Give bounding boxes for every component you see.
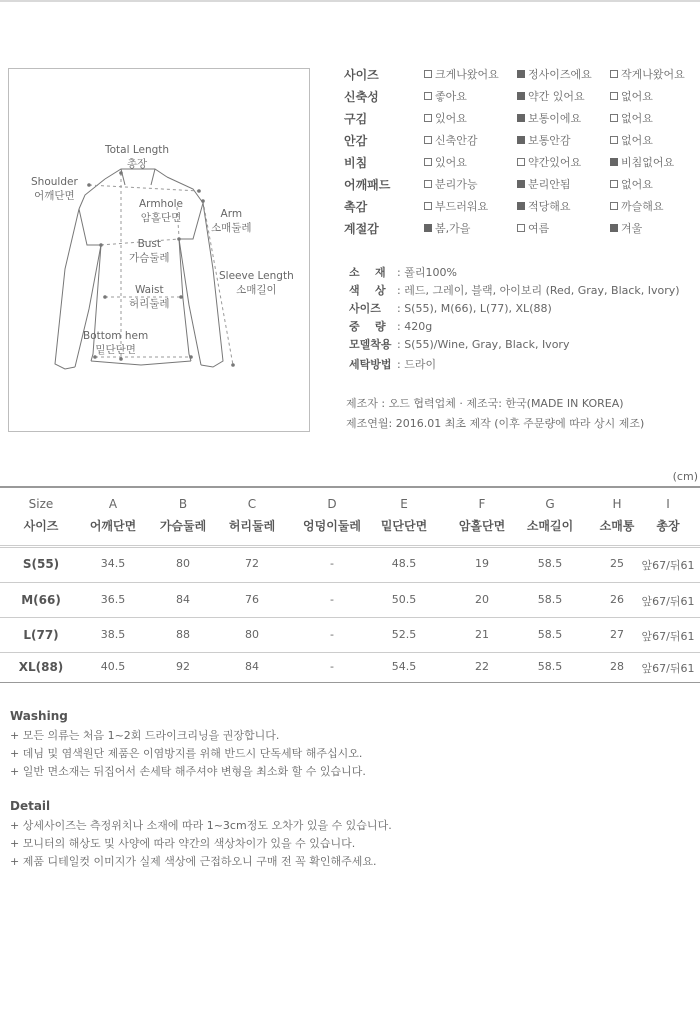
unchecked-box-icon [517,224,525,232]
attribute-option-label: 있어요 [435,112,467,125]
attribute-option-label: 정사이즈에요 [528,68,592,81]
spec-key: 색 상 [349,284,386,297]
column-header-code: C [247,497,257,511]
unchecked-box-icon [610,114,618,122]
attribute-option [424,66,499,82]
spec-value: : 420g [397,320,433,333]
table-cell: 34.5 [100,557,126,570]
table-cell: 36.5 [100,593,126,606]
column-header-code: B [178,497,188,511]
note-item: + 모든 의류는 처음 1~2회 드라이크리닝을 권장합니다. [10,729,280,742]
unchecked-box-icon [424,114,432,122]
column-header-code: Size [28,497,54,511]
attribute-option [610,132,653,148]
attribute-name: 비침 [344,156,368,170]
label-arm: Arm 소매둘레 [211,208,252,234]
column-header-code: I [666,497,670,511]
label-bottom-hem: Bottom hem 밑단단면 [83,330,149,356]
attribute-option [610,176,653,192]
table-cell: 22 [475,660,489,673]
unchecked-box-icon [424,158,432,166]
attribute-option [424,176,478,192]
spec-row [349,264,457,280]
note-item: + 모니터의 해상도 및 사양에 따라 약간의 색상차이가 있을 수 있습니다. [10,837,356,850]
column-header-code: A [108,497,118,511]
attribute-option-label: 봄,가을 [435,222,471,235]
detail-title: Detail [10,799,51,813]
attribute-option-label: 비침없어요 [621,156,675,169]
spec-key: 모델착용 [349,338,392,351]
attribute-option [517,176,571,192]
table-cell: 21 [475,628,489,641]
table-cell: - [330,557,334,570]
column-header-label: 가슴둘레 [159,519,207,533]
table-cell: 54.5 [391,660,417,673]
attribute-option [424,110,467,126]
table-cell: 앞67/뒤61 [641,595,695,608]
attribute-option-label: 없어요 [621,90,653,103]
attribute-option-label: 크게나왔어요 [435,68,499,81]
table-bottom-rule [0,682,700,683]
label-sleeve-length: Sleeve Length 소매길이 [219,270,294,296]
column-header-code: G [545,497,555,511]
note-item: + 제품 디테일컷 이미지가 실제 색상에 근접하오니 구매 전 꼭 확인해주세요. [10,855,377,868]
table-cell: 80 [176,557,190,570]
attribute-option [610,154,674,170]
attribute-option [517,88,585,104]
table-cell: 50.5 [391,593,417,606]
note-item: + 상세사이즈는 측정위치나 소재에 따라 1~3cm정도 오차가 있을 수 있습니다. [10,819,392,832]
table-cell: 25 [610,557,624,570]
table-cell: 40.5 [100,660,126,673]
attribute-option-label: 좋아요 [435,90,467,103]
unchecked-box-icon [610,92,618,100]
column-header-label: 암홀단면 [458,519,506,533]
attribute-option [517,132,571,148]
table-cell: 26 [610,593,624,606]
table-cell: 52.5 [391,628,417,641]
attribute-option [610,110,653,126]
spec-value: : 드라이 [397,358,437,371]
spec-row [349,336,569,352]
unchecked-box-icon [610,180,618,188]
table-cell: 92 [176,660,190,673]
attribute-name: 구김 [344,112,368,126]
attribute-option [610,88,653,104]
column-header-label: 소매통 [599,519,635,533]
attribute-name: 어깨패드 [344,178,391,192]
unchecked-box-icon [424,92,432,100]
note-item: + 데님 및 염색원단 제품은 이염방지를 위해 반드시 단독세탁 해주십시오. [10,747,363,760]
attribute-row [344,220,696,238]
attribute-option-label: 분리가능 [435,178,478,191]
label-total-length: Total Length 총장 [105,144,170,170]
size-cell: L(77) [23,628,59,642]
spec-key: 세탁방법 [349,358,392,371]
attribute-name: 계절감 [344,222,379,236]
spec-value: : S(55), M(66), L(77), XL(88) [397,302,552,315]
attribute-option [517,220,549,236]
attribute-option [517,154,581,170]
table-cell: - [330,660,334,673]
spec-row [349,282,680,298]
unit-label: (cm) [672,470,698,483]
spec-key: 사이즈 [349,302,381,315]
washing-title: Washing [10,709,68,723]
label-bust: Bust 가슴둘레 [129,238,170,264]
table-row-divider [0,545,700,546]
table-row-divider [0,582,700,583]
attribute-name: 사이즈 [344,68,379,82]
attribute-row [344,66,696,84]
size-cell: S(55) [22,557,60,571]
attribute-option [517,198,571,214]
table-cell: 앞67/뒤61 [641,630,695,643]
unchecked-box-icon [610,136,618,144]
attribute-row [344,176,696,194]
table-cell: 19 [475,557,489,570]
table-cell: 84 [176,593,190,606]
attribute-option-label: 약간 있어요 [528,90,585,103]
table-cell: 27 [610,628,624,641]
column-header-code: F [478,497,486,511]
checked-box-icon [517,114,525,122]
unchecked-box-icon [424,202,432,210]
column-header-label: 소매길이 [526,519,574,533]
table-cell: 28 [610,660,624,673]
table-cell: 앞67/뒤61 [641,662,695,675]
spec-key: 소 재 [349,266,386,279]
spec-row [349,356,436,372]
checked-box-icon [424,224,432,232]
size-cell: M(66) [21,593,61,607]
top-divider [0,0,700,2]
attribute-option [610,220,642,236]
attribute-option-label: 까슬해요 [621,200,664,213]
attribute-row [344,154,696,172]
label-armhole: Armhole 암홀단면 [139,198,183,224]
attribute-option-label: 없어요 [621,112,653,125]
column-header-label: 허리둘레 [228,519,276,533]
note-item: + 일반 면소재는 뒤집어서 손세탁 해주셔야 변형을 최소화 할 수 있습니다. [10,765,366,778]
checked-box-icon [517,92,525,100]
attribute-option [424,198,488,214]
table-cell: 38.5 [100,628,126,641]
table-cell: 88 [176,628,190,641]
attribute-option-label: 없어요 [621,134,653,147]
attribute-row [344,132,696,150]
table-cell: 80 [245,628,259,641]
attribute-option [424,132,478,148]
checked-box-icon [610,158,618,166]
attribute-option-label: 겨울 [621,222,643,235]
attribute-option-label: 없어요 [621,178,653,191]
attribute-name: 촉감 [344,200,368,214]
table-row-divider [0,547,700,548]
table-cell: 20 [475,593,489,606]
attribute-name: 안감 [344,134,368,148]
spec-key: 중 량 [349,320,386,333]
spec-value: : 폴리100% [397,266,457,279]
label-shoulder: Shoulder 어깨단면 [31,176,78,202]
column-header-label: 사이즈 [23,519,59,533]
attribute-row [344,88,696,106]
attribute-option-label: 보통안감 [528,134,571,147]
attribute-option-label: 보통이에요 [528,112,582,125]
table-cell: 58.5 [537,660,563,673]
attribute-option [610,198,664,214]
column-header-code: D [327,497,337,511]
table-cell: - [330,628,334,641]
column-header-label: 어깨단면 [89,519,137,533]
table-cell: 58.5 [537,628,563,641]
attribute-option-label: 적당해요 [528,200,571,213]
attribute-option [517,66,592,82]
attribute-option-label: 신축안감 [435,134,478,147]
garment-measurement-diagram [8,68,310,432]
manufacture-date: 제조연월: 2016.01 최초 제작 (이후 주문량에 따라 상시 제조) [346,417,645,430]
checked-box-icon [517,180,525,188]
attribute-option-label: 여름 [528,222,550,235]
spec-row [349,300,552,316]
attribute-option [424,88,467,104]
column-header-code: H [612,497,622,511]
unchecked-box-icon [610,70,618,78]
table-cell: - [330,593,334,606]
attribute-option [517,110,581,126]
column-header-code: E [400,497,408,511]
column-header-label: 총장 [656,519,680,533]
attribute-option-label: 있어요 [435,156,467,169]
attribute-option-label: 약간있어요 [528,156,582,169]
spec-value: : S(55)/Wine, Gray, Black, Ivory [397,338,570,351]
checked-box-icon [517,202,525,210]
attribute-option [610,66,685,82]
label-waist: Waist 허리둘레 [129,284,170,310]
attribute-option [424,154,467,170]
maker-info: 제조자 : 오드 협력업체 · 제조국: 한국(MADE IN KOREA) [346,397,624,410]
checked-box-icon [610,224,618,232]
table-row-divider [0,617,700,618]
table-cell: 76 [245,593,259,606]
column-header-label: 엉덩이둘레 [303,519,361,533]
unchecked-box-icon [424,136,432,144]
attribute-row [344,110,696,128]
table-cell: 58.5 [537,557,563,570]
table-cell: 84 [245,660,259,673]
unchecked-box-icon [610,202,618,210]
unchecked-box-icon [424,70,432,78]
unchecked-box-icon [424,180,432,188]
attribute-option [424,220,470,236]
size-cell: XL(88) [18,660,64,674]
attribute-option-label: 분리안됨 [528,178,571,191]
spec-value: : 레드, 그레이, 블랙, 아이보리 (Red, Gray, Black, Ivory) [397,284,680,297]
spec-row [349,318,432,334]
attribute-option-label: 작게나왔어요 [621,68,685,81]
attribute-name: 신축성 [344,90,379,104]
table-top-rule [0,486,700,488]
unchecked-box-icon [517,158,525,166]
checked-box-icon [517,136,525,144]
column-header-label: 밑단단면 [380,519,428,533]
table-cell: 72 [245,557,259,570]
checked-box-icon [517,70,525,78]
table-cell: 앞67/뒤61 [641,559,695,572]
table-cell: 58.5 [537,593,563,606]
table-cell: 48.5 [391,557,417,570]
table-row-divider [0,652,700,653]
attribute-option-label: 부드러워요 [435,200,489,213]
attribute-row [344,198,696,216]
